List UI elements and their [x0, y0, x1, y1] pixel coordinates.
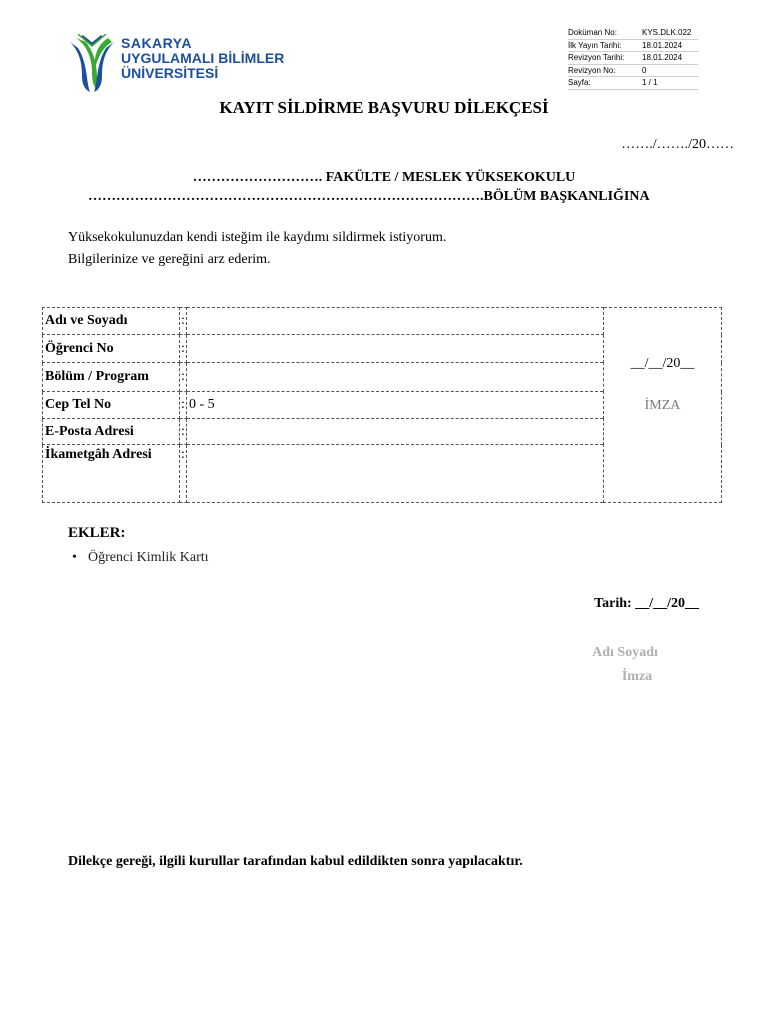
bullet-icon: • — [72, 550, 77, 565]
doc-info-value: 1 / 1 — [642, 78, 658, 88]
signature-label: İMZA — [644, 398, 681, 413]
address-field[interactable] — [187, 445, 604, 503]
department-line: ………………………………………………………………………….BÖLÜM BAŞKANLIĞINA — [88, 189, 650, 204]
doc-info-key: Doküman No: — [568, 28, 617, 37]
signer-name-label: Adı Soyadı — [592, 645, 658, 660]
form-separator: : — [180, 335, 187, 363]
doc-info-key: İlk Yayın Tarihi: — [568, 40, 622, 50]
form-label: Bölüm / Program — [43, 363, 180, 392]
doc-info-row — [568, 40, 698, 53]
attachments-heading: EKLER: — [68, 525, 126, 541]
footer-date: Tarih: __/__/20__ — [594, 596, 699, 611]
phone-field[interactable]: 0 - 5 — [187, 392, 604, 419]
signer-signature-label: İmza — [621, 669, 653, 684]
request-paragraph — [68, 227, 446, 271]
form-row — [43, 308, 722, 335]
form-separator: : — [180, 363, 187, 392]
footer-note: Dilekçe gereği, ilgili kurullar tarafından kabul edildikten sonra yapılacaktır. — [68, 854, 523, 869]
doc-info-row — [568, 52, 698, 65]
logo-line-3: ÜNİVERSİTESİ — [121, 65, 219, 81]
name-field[interactable] — [187, 308, 604, 335]
doc-info-row — [568, 27, 698, 40]
form-label: Cep Tel No — [43, 392, 180, 419]
doc-info-key: Revizyon Tarihi: — [568, 53, 625, 63]
signature-date: __/__/20__ — [630, 356, 695, 371]
form-separator: : — [180, 392, 187, 419]
doc-info-value: 18.01.2024 — [642, 53, 683, 63]
form-separator: : — [180, 308, 187, 335]
doc-info-row — [568, 65, 698, 78]
faculty-line: ………………………. FAKÜLTE / MESLEK YÜKSEKOKULU — [192, 170, 576, 185]
email-field[interactable] — [187, 419, 604, 445]
form-label: Öğrenci No — [43, 335, 180, 363]
attachment-label: Öğrenci Kimlik Kartı — [88, 550, 209, 565]
doc-info-value: KYS.DLK.022 — [642, 28, 692, 37]
form-separator: : — [180, 419, 187, 445]
form-label: İkametgâh Adresi — [43, 445, 180, 503]
form-label: E-Posta Adresi — [43, 419, 180, 445]
student-number-field[interactable] — [187, 335, 604, 363]
logo-line-1: SAKARYA — [121, 35, 192, 51]
doc-info-value: 18.01.2024 — [642, 40, 683, 50]
paragraph-line-1: Yüksekokulunuzdan kendi isteğim ile kaydımı sildirmek istiyorum. — [68, 230, 447, 245]
signature-cell — [604, 308, 722, 503]
doc-info-key: Revizyon No: — [568, 65, 616, 75]
page-title: KAYIT SİLDİRME BAŞVURU DİLEKÇESİ — [219, 98, 549, 117]
form-separator: : — [180, 445, 187, 503]
attachment-item — [72, 550, 209, 566]
doc-info-row — [568, 77, 698, 90]
student-info-form — [42, 307, 722, 503]
date-placeholder: ……./……./20…… — [621, 137, 734, 152]
doc-info-value: 0 — [642, 65, 647, 75]
university-name — [121, 36, 284, 81]
doc-info-key: Sayfa: — [568, 78, 591, 88]
document-info-table — [568, 27, 698, 90]
form-label: Adı ve Soyadı — [43, 308, 180, 335]
department-program-field[interactable] — [187, 363, 604, 392]
logo-line-2: UYGULAMALI BİLİMLER — [121, 50, 285, 66]
paragraph-line-2: Bilgilerinize ve gereğini arz ederim. — [68, 252, 271, 267]
